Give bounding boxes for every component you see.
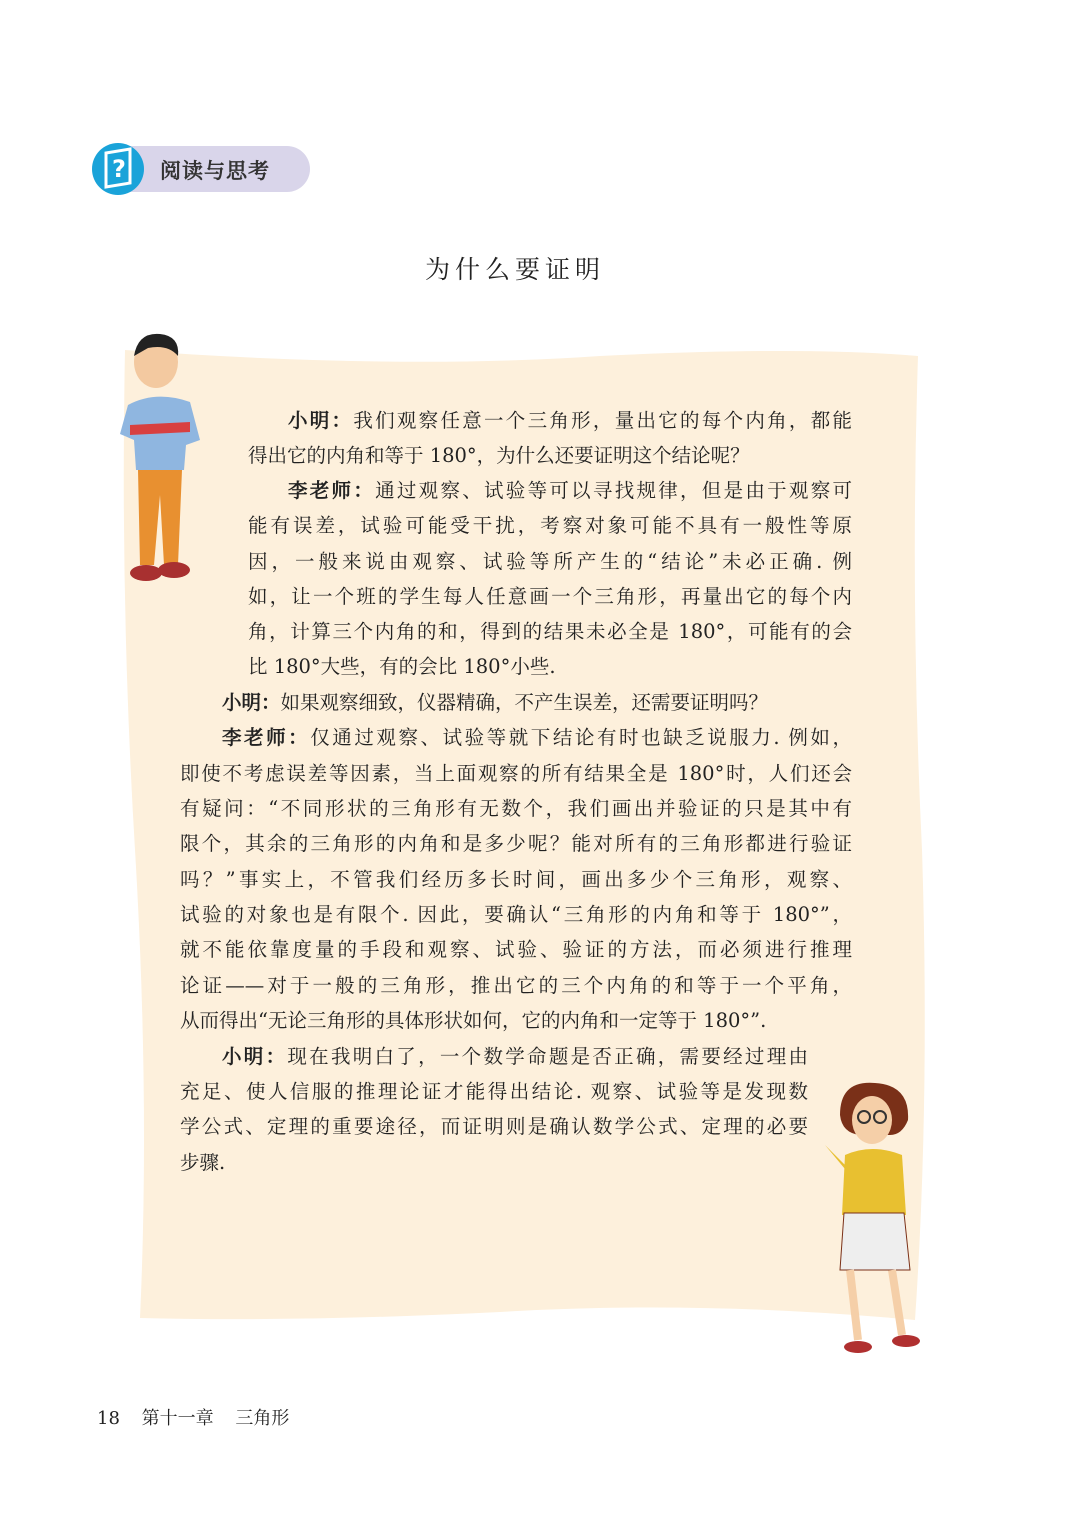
line-text: 通过观察、试验等可以寻找规律，但是由于观察可 <box>375 479 852 502</box>
chapter-title: 三角形 <box>235 1408 290 1429</box>
line-text: 限个，其余的三角形的内角和是多少呢？能对所有的三角形都进行验证 <box>180 832 852 855</box>
section-badge <box>92 143 310 195</box>
dialogue-line <box>248 619 852 647</box>
dialogue-line <box>180 796 852 824</box>
line-text: 步骤. <box>180 1151 226 1174</box>
line-text: 我们观察任意一个三角形，量出它的每个内角，都能 <box>353 409 852 432</box>
dialogue-line <box>180 1079 808 1107</box>
dialogue-line <box>248 584 852 612</box>
line-text: 论证——对于一般的三角形，推出它的三个内角的和等于一个平角， <box>180 974 852 997</box>
line-text: 能有误差，试验可能受干扰，考察对象可能不具有一般性等原 <box>248 514 852 537</box>
dialogue-line <box>180 867 852 895</box>
line-text: 仅通过观察、试验等就下结论有时也缺乏说服力. 例如， <box>310 726 852 749</box>
dialogue-line <box>180 761 852 789</box>
dialogue-line <box>288 408 852 436</box>
line-text: 如果观察细致，仪器精确，不产生误差，还需要证明吗？ <box>280 691 769 714</box>
dialogue-line <box>180 1150 225 1178</box>
line-text: 从而得出“无论三角形的具体形状如何，它的内角和一定等于 180°”. <box>180 1009 767 1032</box>
dialogue-line <box>222 690 768 718</box>
dialogue-line <box>248 513 852 541</box>
dialogue-line <box>180 831 852 859</box>
dialogue-line <box>222 1044 808 1072</box>
dialogue-line <box>180 973 852 1001</box>
line-text: 比 180°大些，有的会比 180°小些. <box>248 655 556 678</box>
dialogue-line <box>180 902 852 930</box>
speaker-name: 小明： <box>222 1045 288 1068</box>
line-text: 充足、使人信服的推理论证才能得出结论. 观察、试验等是发现数 <box>180 1080 808 1103</box>
line-text: 吗？”事实上，不管我们经历多长时间，画出多少个三角形，观察、 <box>180 868 852 891</box>
line-text: 得出它的内角和等于 180°，为什么还要证明这个结论呢？ <box>248 444 750 467</box>
speaker-name: 李老师： <box>288 479 376 502</box>
dialogue-line <box>248 549 852 577</box>
dialogue-line <box>180 1114 808 1142</box>
line-text: 现在我明白了，一个数学命题是否正确，需要经过理由 <box>287 1045 808 1068</box>
speaker-name: 小明： <box>288 409 354 432</box>
line-text: 有疑问：“不同形状的三角形有无数个，我们画出并验证的只是其中有 <box>180 797 852 820</box>
chapter-label: 第十一章 <box>141 1408 214 1429</box>
teacher-illustration-icon <box>810 1075 930 1365</box>
page-footer <box>97 1404 305 1430</box>
line-text: 就不能依靠度量的手段和观察、试验、验证的方法，而必须进行推理 <box>180 938 852 961</box>
speaker-name: 李老师： <box>222 726 311 749</box>
line-text: 学公式、定理的重要途径，而证明则是确认数学公式、定理的必要 <box>180 1115 808 1138</box>
line-text: 如，让一个班的学生每人任意画一个三角形，再量出它的每个内 <box>248 585 852 608</box>
dialogue-line <box>288 478 852 506</box>
svg-text:?: ? <box>112 155 126 183</box>
dialogue-line <box>248 654 556 682</box>
boy-illustration-icon <box>108 330 218 595</box>
page-title: 为什么要证明 <box>424 255 605 284</box>
dialogue-line <box>222 725 852 753</box>
dialogue-line <box>180 1008 766 1036</box>
line-text: 试验的对象也是有限个. 因此，要确认“三角形的内角和等于 180°”， <box>180 903 852 926</box>
speaker-name: 小明： <box>222 691 281 714</box>
line-text: 即使不考虑误差等因素，当上面观察的所有结果全是 180°时，人们还会 <box>180 762 852 785</box>
line-text: 因，一般来说由观察、试验等所产生的“结论”未必正确. 例 <box>248 550 852 573</box>
dialogue-line <box>180 937 852 965</box>
dialogue-line <box>248 443 750 471</box>
badge-label: 阅读与思考 <box>160 159 270 183</box>
question-book-icon <box>92 143 144 195</box>
line-text: 角，计算三个内角的和，得到的结果未必全是 180°，可能有的会 <box>248 620 852 643</box>
page-number: 18 <box>97 1408 120 1429</box>
